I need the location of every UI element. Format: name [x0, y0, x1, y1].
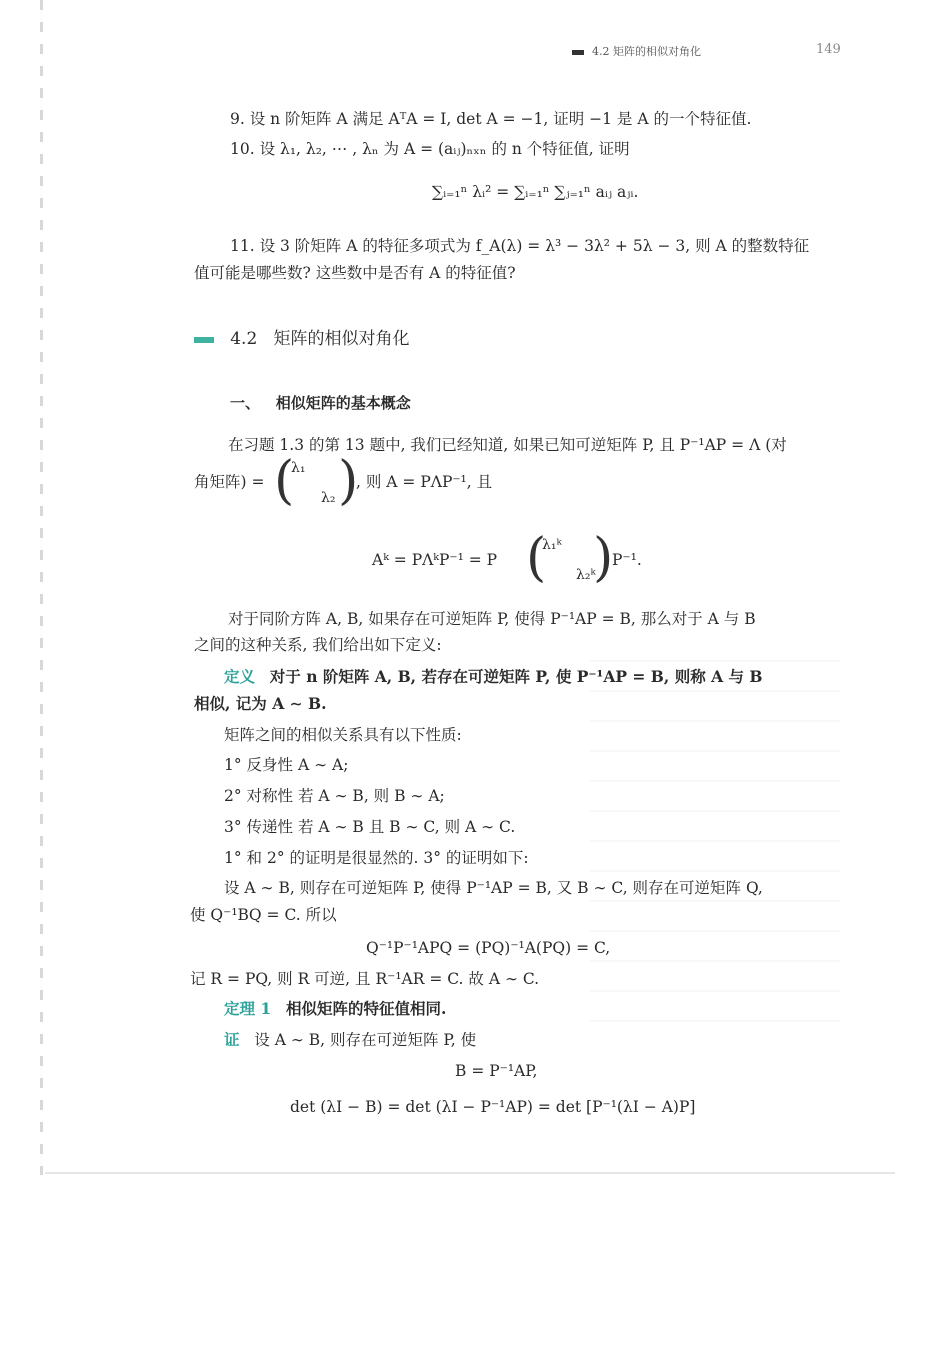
header-section: 4.2 矩阵的相似对角化: [592, 45, 701, 58]
subsection-heading: [230, 392, 411, 413]
matrix-k-entry-1: λ₁ᵏ: [542, 537, 562, 553]
proof-start: [224, 1028, 476, 1052]
matrix-entry-2: λ₂: [321, 490, 336, 506]
property-1: 1° 反身性 A ∼ A;: [224, 756, 349, 774]
section-heading: [194, 324, 409, 349]
bleed-through: [590, 660, 840, 1040]
proof-line2: 使 Q⁻¹BQ = C. 所以: [190, 906, 337, 924]
running-header: [572, 43, 701, 59]
paragraph-1-line2-suffix: , 则 A = PΛP⁻¹, 且: [356, 473, 493, 491]
scan-bottom-edge: [45, 1172, 895, 1174]
matrix-k-entry-2: λ₂ᵏ: [576, 567, 596, 583]
proof-label: 证: [224, 1030, 240, 1049]
paragraph-2-line2: 之间的这种关系, 我们给出如下定义:: [194, 636, 442, 654]
proof-formula-1: B = P⁻¹AP,: [455, 1062, 538, 1080]
property-2: 2° 对称性 若 A ∼ B, 则 B ∼ A;: [224, 787, 445, 805]
header-bar-icon: [572, 50, 584, 55]
matrix-entry-1: λ₁: [291, 460, 306, 476]
exercise-10: 10. 设 λ₁, λ₂, ⋯ , λₙ 为 A = (aᵢⱼ)ₙₓₙ 的 n 个特征值, 证明: [230, 140, 630, 158]
paragraph-2-line1: 对于同阶方阵 A, B, 如果存在可逆矩阵 P, 使得 P⁻¹AP = B, 那么对于 A 与 B: [228, 610, 756, 628]
theorem: [224, 997, 446, 1021]
paragraph-1-line1: 在习题 1.3 的第 13 题中, 我们已经知道, 如果已知可逆矩阵 P, 且 P⁻¹AP = Λ (对: [228, 436, 787, 454]
matrix-k-left-paren: (: [526, 528, 547, 588]
section-bar-icon: [194, 337, 214, 343]
formula-power-left: Aᵏ = PΛᵏP⁻¹ = P: [372, 551, 498, 569]
theorem-label: 定理 1: [224, 999, 272, 1018]
subsection-title: 相似矩阵的基本概念: [275, 394, 411, 412]
matrix-left-paren: (: [274, 451, 295, 511]
property-3: 3° 传递性 若 A ∼ B 且 B ∼ C, 则 A ∼ C.: [224, 818, 516, 836]
scan-edge: [40, 0, 43, 1175]
matrix-k-right-paren: ): [593, 528, 614, 588]
page-number: 149: [816, 42, 841, 57]
exercise-11-line2: 值可能是哪些数? 这些数中是否有 A 的特征值?: [194, 264, 516, 282]
paragraph-1-line2-prefix: 角矩阵) =: [194, 473, 265, 491]
properties-intro: 矩阵之间的相似关系具有以下性质:: [224, 726, 462, 744]
definition-line2: 相似, 记为 A ∼ B.: [194, 694, 327, 713]
section-number: 4.2: [230, 329, 258, 349]
exercise-11-line1: 11. 设 3 阶矩阵 A 的特征多项式为 f_A(λ) = λ³ − 3λ² + 5λ − 3, 则 A 的整数特征: [230, 237, 810, 255]
proof-line1: 设 A ∼ B, 则存在可逆矩阵 P, 使得 P⁻¹AP = B, 又 B ∼ C, 则存在可逆矩阵 Q,: [224, 879, 763, 897]
proof-line3: 记 R = PQ, 则 R 可逆, 且 R⁻¹AR = C. 故 A ∼ C.: [190, 970, 540, 988]
proof-text: 设 A ∼ B, 则存在可逆矩阵 P, 使: [254, 1031, 477, 1049]
matrix-right-paren: ): [338, 451, 359, 511]
proof-formula: Q⁻¹P⁻¹APQ = (PQ)⁻¹A(PQ) = C,: [366, 939, 611, 957]
definition: [224, 665, 763, 689]
exercise-9: 9. 设 n 阶矩阵 A 满足 AᵀA = I, det A = −1, 证明 −1 是 A 的一个特征值.: [230, 110, 752, 128]
subsection-number: 一、: [230, 394, 261, 412]
exercise-10-formula: ∑ᵢ₌₁ⁿ λᵢ² = ∑ᵢ₌₁ⁿ ∑ⱼ₌₁ⁿ aᵢⱼ aⱼᵢ.: [432, 183, 639, 201]
formula-power-right: P⁻¹.: [612, 551, 642, 569]
theorem-text: 相似矩阵的特征值相同.: [285, 999, 447, 1018]
definition-line1: 对于 n 阶矩阵 A, B, 若存在可逆矩阵 P, 使 P⁻¹AP = B, 则称 A 与 B: [269, 667, 763, 686]
proof-formula-2: det (λI − B) = det (λI − P⁻¹AP) = det [P⁻¹(λI − A)P]: [290, 1098, 696, 1116]
definition-label: 定义: [224, 667, 256, 686]
section-title: 矩阵的相似对角化: [273, 329, 410, 349]
proof-intro: 1° 和 2° 的证明是很显然的. 3° 的证明如下:: [224, 849, 529, 867]
